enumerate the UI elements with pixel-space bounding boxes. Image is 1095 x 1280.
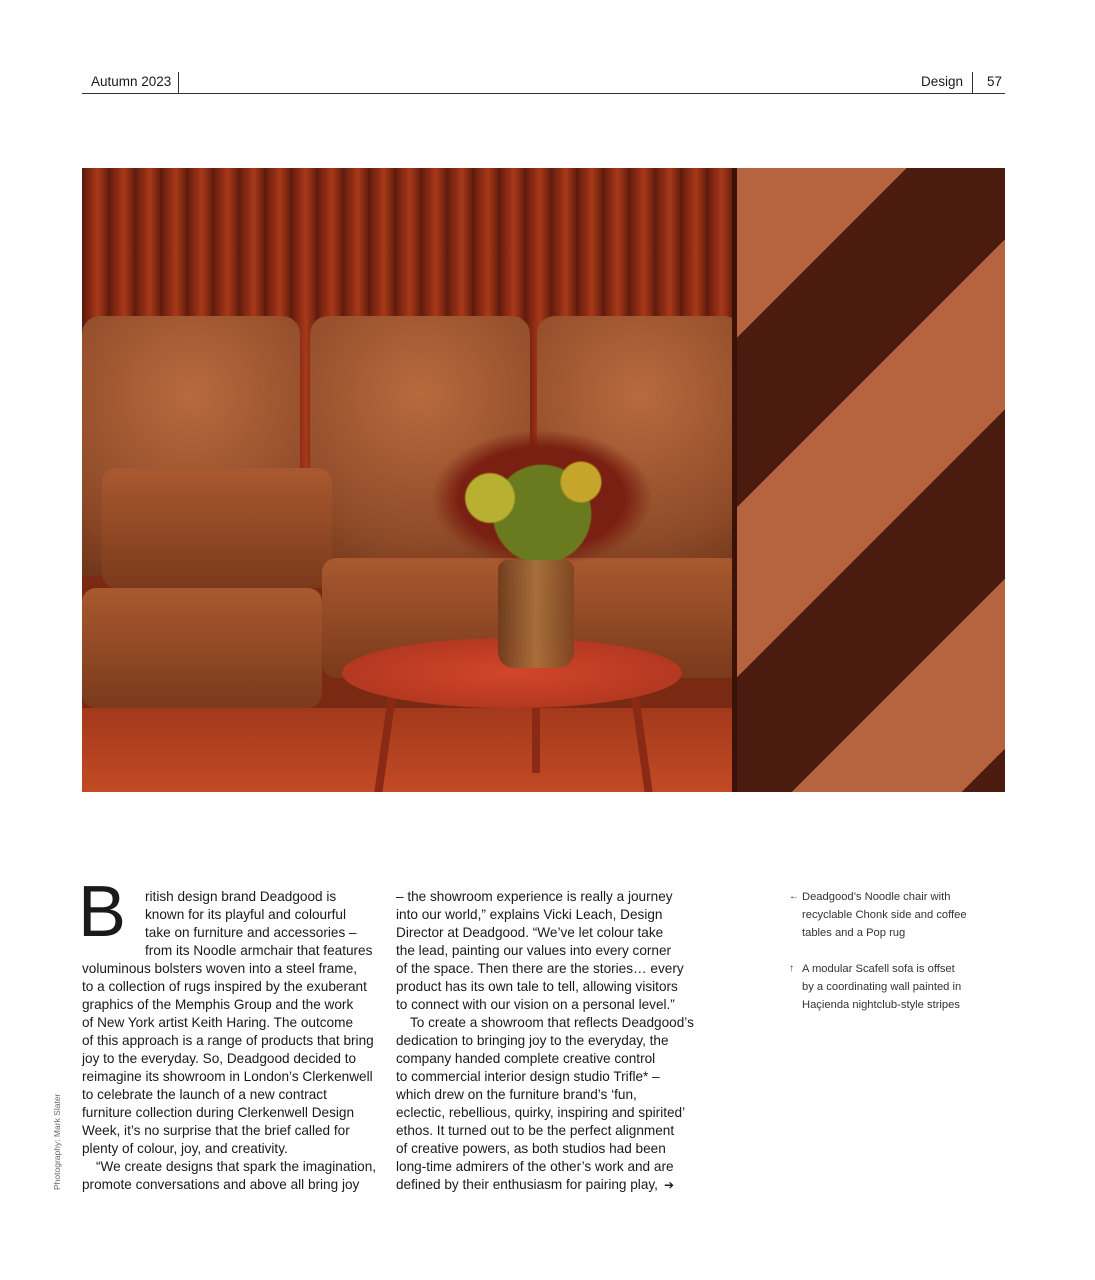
page-number: 57 [986,74,1002,89]
article-line: Director at Deadgood. “We’ve let colour take [396,925,664,940]
article-line: to a collection of rugs inspired by the exuberant [82,979,367,994]
issue-label: Autumn 2023 [91,74,172,89]
sofa-seat [82,588,322,708]
article-column-1 [82,888,376,1194]
article-line: promote conversations and above all bring joy [82,1177,360,1192]
article-line: To create a showroom that reflects Deadgood’s [410,1015,694,1030]
striped-wall [737,168,1005,792]
caption-2 [789,960,961,1014]
section-label: Design [920,74,963,89]
running-header [82,72,1005,94]
article-line: ethos. It turned out to be the perfect alignment [396,1123,675,1138]
vase [498,560,574,668]
article-line: to commercial interior design studio Trifle* – [396,1069,660,1084]
flower-bouquet [412,418,672,578]
caption-1 [789,888,967,942]
drop-cap: B [78,872,127,952]
photo-credit: Photography: Mark Slater [52,1093,62,1190]
article-line: defined by their enthusiasm for pairing play, ➔ [396,1177,675,1192]
header-divider [178,72,179,93]
article-line: “We create designs that spark the imagination, [96,1159,377,1174]
article-line: of New York artist Keith Haring. The outcome [82,1015,354,1030]
caption-line: Deadgood’s Noodle chair with [802,891,951,903]
article-line: ritish design brand Deadgood is [145,889,337,904]
caption-line: A modular Scafell sofa is offset [802,963,955,975]
article-line: to connect with our vision on a personal level.” [396,997,675,1012]
continue-arrow-icon: ➔ [663,1178,675,1192]
article-line: dedication to bringing joy to the everyday, the [396,1033,669,1048]
article-line: of the space. Then there are the stories… every [396,961,684,976]
caption-line: by a coordinating wall painted in [802,981,962,993]
article-line: company handed complete creative control [396,1051,656,1066]
article-column-2 [396,888,694,1194]
article-line: reimagine its showroom in London’s Clerkenwell [82,1069,373,1084]
article-line: Week, it’s no surprise that the brief called for [82,1123,350,1138]
article-line: eclectic, rebellious, quirky, inspiring and spirited’ [396,1105,686,1120]
article-line: of this approach is a range of products that bring [82,1033,374,1048]
arrow-left-icon: ← [789,891,799,902]
article-line: the lead, painting our values into every corner [396,943,672,958]
article-line: joy to the everyday. So, Deadgood decided to [82,1051,357,1066]
caption-line: tables and a Pop rug [802,927,906,939]
article-line: furniture collection during Clerkenwell Design [82,1105,355,1120]
article-line: of creative powers, as both studios had been [396,1141,666,1156]
article-line: long-time admirers of the other’s work and are [396,1159,674,1174]
article-line: voluminous bolsters woven into a steel frame, [82,961,358,976]
article-line: product has its own tale to tell, allowing visitors [396,979,678,994]
article-line: to celebrate the launch of a new contract [82,1087,327,1102]
article-line: into our world,” explains Vicki Leach, Design [396,907,663,922]
article-line: – the showroom experience is really a journey [396,889,673,904]
caption-line: recyclable Chonk side and coffee [802,909,967,921]
arrow-up-icon: ↑ [789,963,794,974]
sofa-bolster [102,468,332,588]
article-line: known for its playful and colourful [145,907,346,922]
caption-line: Haçienda nightclub-style stripes [802,999,960,1011]
header-divider [972,72,973,93]
article-line: plenty of colour, joy, and creativity. [82,1141,288,1156]
article-line: which drew on the furniture brand’s ‘fun, [396,1087,637,1102]
article-line: from its Noodle armchair that features [145,943,373,958]
article-line: graphics of the Memphis Group and the work [82,997,354,1012]
article-line: take on furniture and accessories – [145,925,357,940]
showroom-photo [82,168,1005,792]
